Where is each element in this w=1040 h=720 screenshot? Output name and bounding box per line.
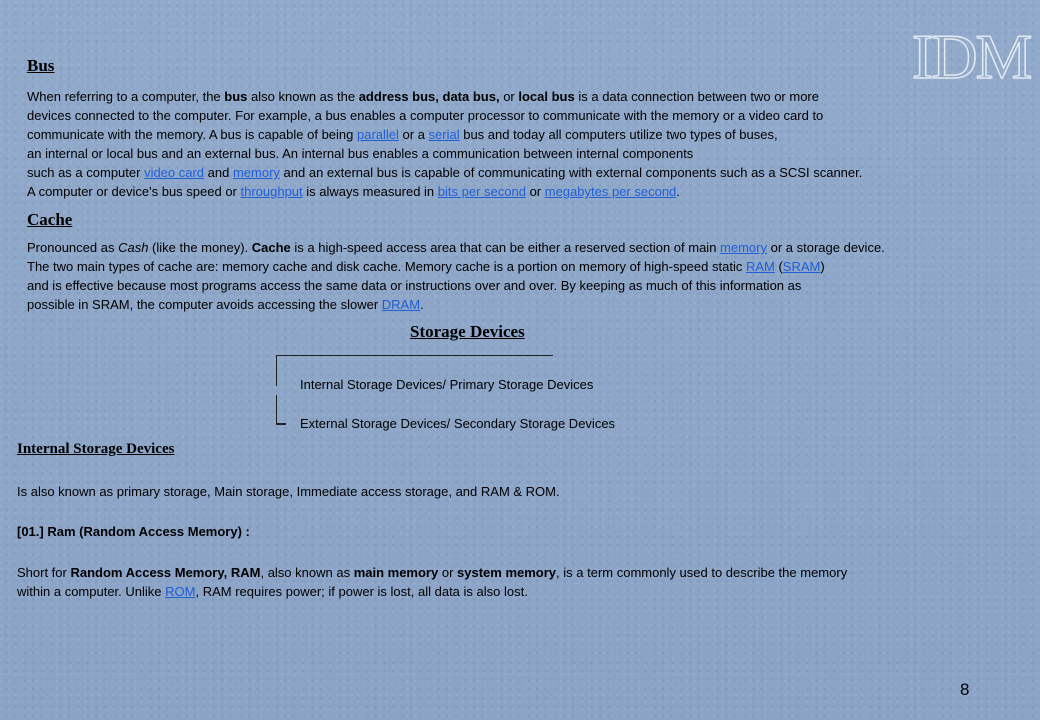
link-memory[interactable]: memory [232,165,280,180]
text-line: Short for Random Access Memory, RAM, also known as main memory or system memory, is a term commonly used to describe the memory [17,565,848,580]
link-sram[interactable]: SRAM [782,259,821,274]
text-line: A computer or device's bus speed or throughput is always measured in bits per second or megabytes per second. [27,184,680,199]
text-line: such as a computer video card and memory and an external bus is capable of communicating with external components such as a SCSI scanner. [27,165,863,180]
link-ram[interactable]: RAM [745,259,775,274]
cache-heading: Cache [27,210,73,229]
bus-heading: Bus [27,56,55,75]
link-parallel[interactable]: parallel [356,127,399,142]
secondary-storage-label: External Storage Devices/ Secondary Storage Devices [300,416,616,431]
link-rom[interactable]: ROM [165,584,196,599]
primary-storage-label: Internal Storage Devices/ Primary Storage Devices [300,377,594,392]
internal-storage-intro: Is also known as primary storage, Main storage, Immediate access storage, and RAM & ROM. [17,484,560,499]
text-line: Pronounced as Cash (like the money). Cache is a high-speed access area that can be either a reserved section of main memory or a storage device. [27,240,885,255]
text-line: When referring to a computer, the bus also known as the address bus, data bus, or local bus is a data connection between two or more [27,89,819,104]
link-dram[interactable]: DRAM [381,297,421,312]
link-memory[interactable]: memory [720,240,767,255]
text-line: and is effective because most programs access the same data or instructions over and over. By keeping as much of this information as [27,278,802,293]
text-line: devices connected to the computer. For example, a bus enables a computer processor to communicate with the memory or a video card to [27,108,824,123]
link-video-card[interactable]: video card [144,165,205,180]
tree-connector-bottom [276,395,277,424]
bold-term: Random Access Memory, RAM [70,565,261,580]
text-line: an internal or local bus and an external bus. An internal bus enables a communication between internal components [27,146,694,161]
cache-paragraph [27,238,885,314]
tree-tick [276,423,286,425]
bold-term: main memory [353,565,439,580]
bold-term: local bus [518,89,575,104]
bold-term: bus [224,89,248,104]
bold-term: system memory [457,565,557,580]
italic-term: Cash [118,240,149,255]
text-line: communicate with the memory. A bus is capable of being parallel or a serial bus and today all computers utilize two types of buses, [27,127,778,142]
storage-devices-heading: Storage Devices [410,322,525,341]
bold-term: Cache [251,240,291,255]
ram-heading: [01.] Ram (Random Access Memory) : [17,524,250,539]
text-line: The two main types of cache are: memory cache and disk cache. Memory cache is a portion on memory of high-speed static RAM (SRAM) [27,259,825,274]
link-serial[interactable]: serial [428,127,460,142]
link-bits-per-second[interactable]: bits per second [437,184,526,199]
internal-storage-heading: Internal Storage Devices [17,441,175,457]
bold-term: address bus, data bus, [358,89,500,104]
text-line: within a computer. Unlike ROM, RAM requires power; if power is lost, all data is also lost. [17,584,528,599]
text-line: possible in SRAM, the computer avoids accessing the slower DRAM. [27,297,424,312]
idm-logo: IDM [912,21,1031,92]
page-number: 8 [960,680,970,699]
link-throughput[interactable]: throughput [240,184,303,199]
ram-paragraph [17,563,847,601]
link-megabytes-per-second[interactable]: megabytes per second [544,184,677,199]
bus-paragraph [27,87,862,201]
